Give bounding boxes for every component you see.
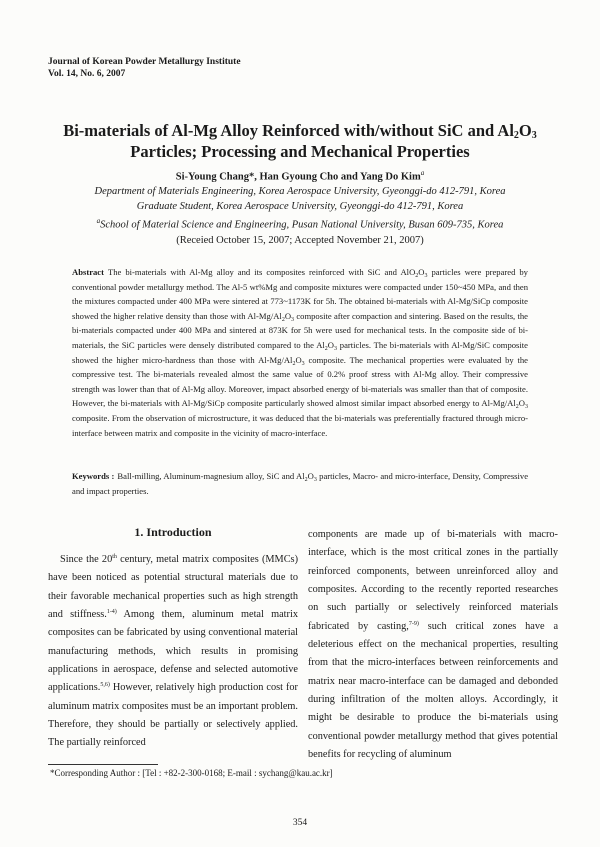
corresponding-author-footnote: *Corresponding Author : [Tel : +82-2-300-0168; E-mail : sychang@kau.ac.kr]: [50, 768, 333, 778]
keywords-label: Keywords :: [72, 471, 115, 481]
column-right: [308, 526, 558, 764]
received-dates: (Receied October 15, 2007; Accepted November 21, 2007): [176, 234, 424, 246]
paper-title: [40, 120, 560, 162]
keywords: Keywords : Ball-milling, Aluminum-magnesium alloy, SiC and $Al_2O_3$ particles, Macro- and micro-interface, Density, Compressive and impact properties.: [72, 471, 529, 496]
footnote-rule: [48, 764, 158, 765]
page-number: 354: [292, 818, 308, 828]
column-left: [48, 520, 298, 753]
journal-volume: Vol. 14, No. 6, 2007: [48, 69, 126, 79]
abstract-label: Abstract: [72, 267, 104, 277]
affiliations: [40, 184, 560, 248]
journal-header: [48, 56, 241, 80]
affiliation-3: $^a$School of Material Science and Engineering, Pusan National University, Busan 609-735, Korea: [96, 217, 504, 231]
affiliation-1: Department of Materials Engineering, Korea Aerospace University, Gyeonggi-do 412-791, Korea: [94, 186, 506, 197]
intro-paragraph-left: Since the 20th century, metal matrix composites (MMCs) have been noticed as potential structural materials due to their favorable mechanical properties such as high strength and stiffness.$^{1-4)}$ Among them, aluminum metal matrix composites can be fabricated by using conventional material manufacturing methods, which results in promising applications in aerospace, defense and selected automotive applications.$^{5,6)}$ However, relatively high production cost for aluminum matrix composites must be an important problem. Therefore, they should be partially or selectively applied. The partially reinforced: [48, 554, 298, 749]
intro-paragraph-right: components are made up of bi-materials with macro-interface, which is the most critical zones in the partially reinforced components, between unreinforced alloy and composites. According to the recently reported researches on such partially or selectively reinforced materials fabricated by casting,$^{7-9)}$ such critical zones have a deleterious effect on the mechanical properties, resulting from that the micro-interfaces between reinforcements and matrix near macro-interface can be damaged and debonded during infiltration of the molten alloys. Accordingly, it might be desirable to produce the bi-materials using conventional powder metallurgy method that gives potential benefits for recycling of aluminum: [308, 529, 559, 761]
title-line-2: Particles; Processing and Mechanical Properties: [130, 142, 470, 161]
author-list: Si-Young Chang*, Han Gyoung Cho and Yang Do Kim$^a$: [175, 169, 425, 183]
title-line-1: Bi-materials of Al-Mg Alloy Reinforced with/without SiC and $Al_2O_3$: [63, 121, 537, 141]
affiliation-2: Graduate Student, Korea Aerospace University, Gyeonggi-do 412-791, Korea: [136, 201, 464, 212]
journal-name: Journal of Korean Powder Metallurgy Institute: [48, 57, 241, 67]
section-heading: 1. Introduction: [134, 525, 212, 539]
abstract: Abstract The bi-materials with Al-Mg alloy and its composites reinforced with SiC and $AlO_2O_3$ particles were prepared by conventional powder metallurgy method. The Al-5 wt%Mg and composite mixtures were compacted under 150~450 MPa, and then the mixtures compacted under 400 MPa were sintered at 773~1173K for 5h. The obtained bi-materials with Al-Mg/SiCp composite showed the higher relative density than those with $Al-Mg/Al_2O_3$ composite after compaction and sintering. Based on the results, the bi-materials compacted under 400 MPa and sintered at 873K for 5h were used for mechanical tests. In the composite side of bi-materials, the SiC particles were densely distributed compared to the $Al_2O_3$ particles. The bi-materials with Al-Mg/SiC composite showed the higher micro-hardness than those with $Al-Mg/Al_2O_3$ composite. The mechanical properties were evaluated by the compressive test. The bi-materials revealed almost the same value of 0.2% proof stress with Al-Mg alloy. Their compressive strength was lower than that of Al-Mg alloy. Moreover, impact absorbed energy of bi-materials was smaller than that of composite. However, the bi-materials with Al-Mg/SiCp composite particularly showed almost similar impact absorbed energy to $Al-Mg/Al_2O_3$ composite. From the observation of microstructure, it was deduced that the bi-materials was preferentially fractured through micro-interface between matrix and composite in the vicinity of macro-interface.: [72, 267, 528, 438]
